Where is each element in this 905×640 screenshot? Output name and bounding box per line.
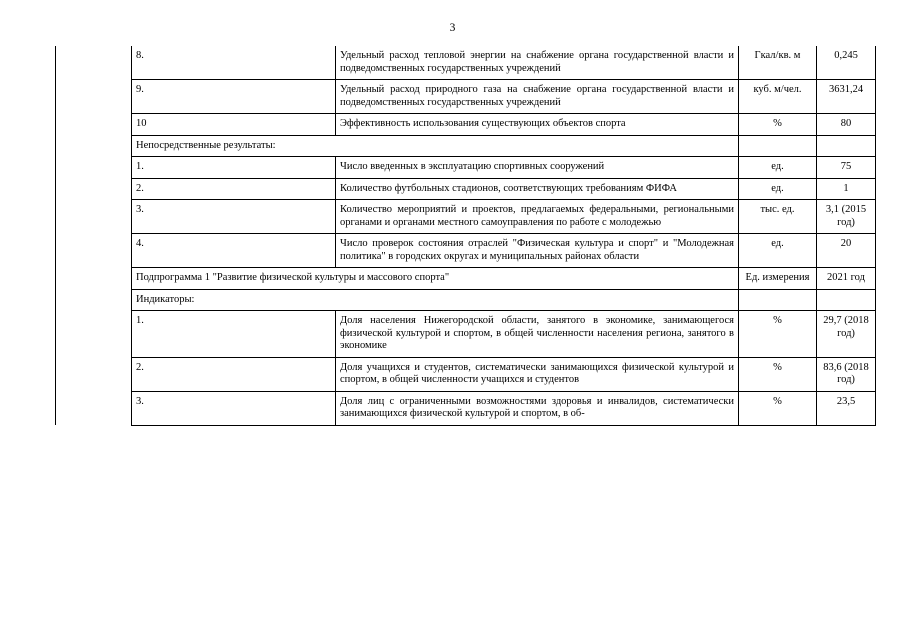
row-number: 2. bbox=[132, 178, 336, 200]
section-title: Непосредственные результаты: bbox=[132, 135, 739, 157]
row-unit: куб. м/чел. bbox=[739, 80, 817, 114]
row-value: 75 bbox=[817, 157, 876, 179]
row-unit: тыс. ед. bbox=[739, 200, 817, 234]
row-name: Количество мероприятий и проектов, предлагаемых федеральными, региональными органами и органами местного самоуправления по работе с молодежью bbox=[336, 200, 739, 234]
table-row bbox=[56, 357, 876, 391]
row-number: 3. bbox=[132, 391, 336, 425]
row-unit: ед. bbox=[739, 157, 817, 179]
table-row bbox=[56, 391, 876, 425]
section-row bbox=[56, 135, 876, 157]
table-row bbox=[56, 157, 876, 179]
row-value: 1 bbox=[817, 178, 876, 200]
table-row bbox=[56, 200, 876, 234]
year-header: 2021 год bbox=[817, 268, 876, 290]
row-value: 83,6 (2018 год) bbox=[817, 357, 876, 391]
row-number: 8. bbox=[132, 46, 336, 80]
row-value: 29,7 (2018 год) bbox=[817, 311, 876, 358]
row-number: 10 bbox=[132, 114, 336, 136]
row-number: 2. bbox=[132, 357, 336, 391]
page-number: 3 bbox=[449, 22, 456, 34]
table-row bbox=[56, 114, 876, 136]
row-name: Доля учащихся и студентов, систематически занимающихся физической культурой и спортом, в общей численности учащихся и студентов bbox=[336, 357, 739, 391]
row-name: Количество футбольных стадионов, соответствующих требованиям ФИФА bbox=[336, 178, 739, 200]
row-name: Число проверок состояния отраслей "Физическая культура и спорт" и "Молодежная политика" в городских округах и муниципальных районах области bbox=[336, 234, 739, 268]
table-row bbox=[56, 234, 876, 268]
left-margin-column bbox=[56, 46, 132, 425]
row-unit: % bbox=[739, 391, 817, 425]
row-value: 23,5 bbox=[817, 391, 876, 425]
row-name: Доля лиц с ограниченными возможностями здоровья и инвалидов, систематически занимающихся физической культурой и спортом, в об- bbox=[336, 391, 739, 425]
indicators-table bbox=[55, 46, 876, 426]
row-unit: % bbox=[739, 311, 817, 358]
row-name: Эффективность использования существующих объектов спорта bbox=[336, 114, 739, 136]
table-row bbox=[56, 311, 876, 358]
row-name: Доля населения Нижегородской области, занятого в экономике, занимающегося физической культурой и спортом, в общей численности населения региона, занятого в экономике bbox=[336, 311, 739, 358]
row-value: 0,245 bbox=[817, 46, 876, 80]
row-value: 3,1 (2015 год) bbox=[817, 200, 876, 234]
subprogram-row bbox=[56, 268, 876, 290]
row-value: 3631,24 bbox=[817, 80, 876, 114]
row-number: 9. bbox=[132, 80, 336, 114]
section-row bbox=[56, 289, 876, 311]
row-unit: % bbox=[739, 357, 817, 391]
row-number: 4. bbox=[132, 234, 336, 268]
row-value: 80 bbox=[817, 114, 876, 136]
table-row bbox=[56, 178, 876, 200]
row-number: 1. bbox=[132, 311, 336, 358]
section-title: Индикаторы: bbox=[132, 289, 739, 311]
table-row bbox=[56, 80, 876, 114]
table-row bbox=[56, 46, 876, 80]
row-unit: ед. bbox=[739, 178, 817, 200]
row-unit: Гкал/кв. м bbox=[739, 46, 817, 80]
row-name: Удельный расход природного газа на снабжение органа государственной власти и подведомственных государственных учреждений bbox=[336, 80, 739, 114]
row-value: 20 bbox=[817, 234, 876, 268]
unit-header: Ед. измерения bbox=[739, 268, 817, 290]
row-number: 3. bbox=[132, 200, 336, 234]
row-name: Число введенных в эксплуатацию спортивных сооружений bbox=[336, 157, 739, 179]
row-unit: ед. bbox=[739, 234, 817, 268]
subprogram-title: Подпрограмма 1 "Развитие физической культуры и массового спорта" bbox=[132, 268, 739, 290]
row-number: 1. bbox=[132, 157, 336, 179]
row-unit: % bbox=[739, 114, 817, 136]
row-name: Удельный расход тепловой энергии на снабжение органа государственной власти и подведомственных государственных учреждений bbox=[336, 46, 739, 80]
